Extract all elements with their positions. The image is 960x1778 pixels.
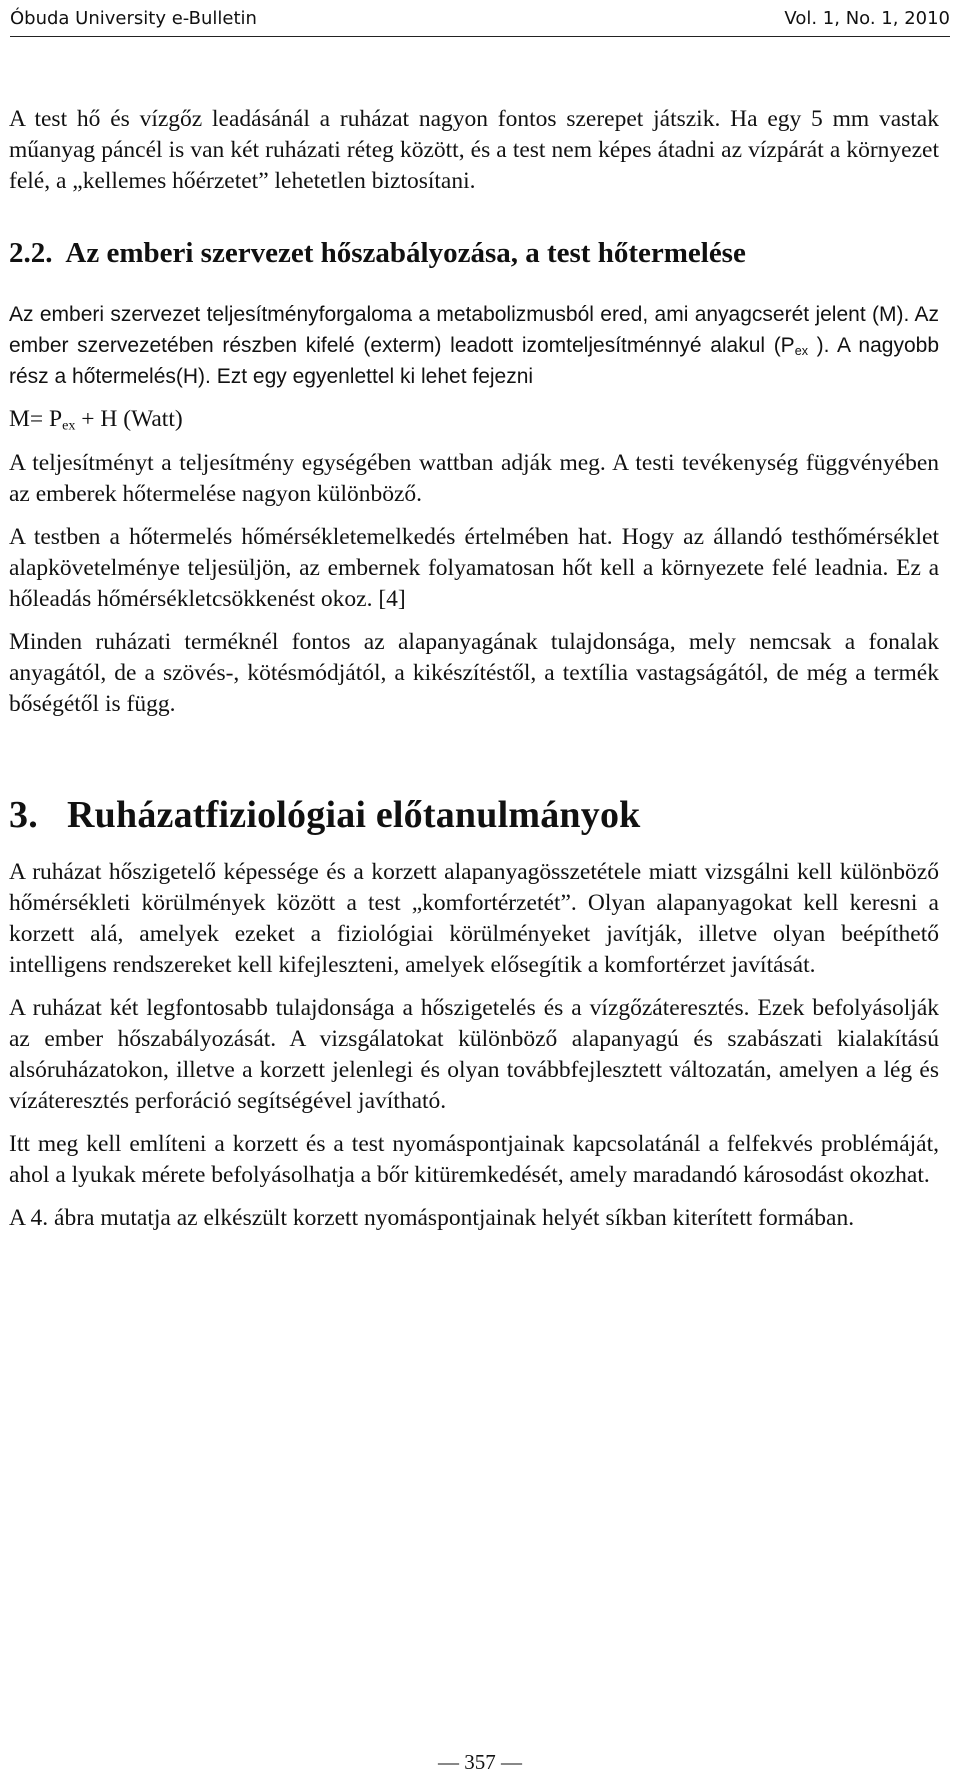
paragraph-properties: A ruházat két legfontosabb tulajdonsága a hőszigetelés és a vízgőzáteresztés. Ezek befolyásolják az ember hőszabályozását. A vizsgálatokat különböző alapanyagú és szabászati kialakítású alsóruházatokon, illetve a korzett jelenlegi és olyan továbbfejlesztett változatán, amelyen a lég és vízáteresztés perforáció segítségével javítható. bbox=[9, 995, 939, 1114]
paragraph-figure-ref: A 4. ábra mutatja az elkészült korzett nyomáspontjainak helyét síkban kiterített formában. bbox=[9, 1205, 855, 1231]
paragraph-intro: A test hő és vízgőz leadásánál a ruházat nagyon fontos szerepet játszik. Ha egy 5 mm vastak műanyag páncél is van két ruházati réteg között, és a test nem képes átadni az vízpárát a környezet felé, a „kellemes hőérzetet” lehetetlen biztosítani. bbox=[9, 106, 939, 194]
running-header bbox=[10, 0, 950, 37]
text-run: ). A nagyobb rész a hőtermelés(H). Ezt egy egyenlettel ki lehet fejezni bbox=[9, 334, 939, 388]
paragraph-material: Minden ruházati terméknél fontos az alapanyagának tulajdonsága, mely nemcsak a fonalak anyagától, de a szövés-, kötésmódjától, a kikészítéstől, a textília vastagságától, de még a termék bőségétől is függ. bbox=[9, 629, 939, 717]
subscript: ex bbox=[794, 344, 809, 359]
paragraph-metabolism bbox=[9, 299, 939, 392]
page-body bbox=[9, 104, 939, 1234]
chapter-title: Ruházatfiziológiai előtanulmányok bbox=[67, 794, 641, 836]
equation-lhs: M= P bbox=[9, 406, 63, 432]
paragraph-insulation: A ruházat hőszigetelő képessége és a korzett alapanyagösszetétele miatt vizsgálni kell különböző hőmérsékleti körülmények között a test „komfortérzetét”. Olyan alapanyagokat kell keresni a korzett alá, amelyek ezeket a fiziológiai körülményeket javítják, illetve olyan beépíthető intelligens rendszereket kell kifejleszteni, amelyek elősegítik a komfortérzet javítását. bbox=[9, 859, 939, 978]
paragraph-power: A teljesítményt a teljesítmény egységében wattban adják meg. A testi tevékenység függvényében az emberek hőtermelése nagyon különböző. bbox=[9, 450, 939, 507]
section-number: 2.2. bbox=[9, 237, 53, 269]
paragraph-pressure: Itt meg kell említeni a korzett és a test nyomáspontjainak kapcsolatánál a felfekvés problémáját, ahol a lyukak mérete befolyásolhatja a bőr kitüremkedését, amely maradandó károsodást okozhat. bbox=[9, 1131, 939, 1188]
text-run: Az emberi szervezet teljesítményforgaloma a metabolizmusból ered, ami anyagcserét jelent (M). Az ember szervezetében részben kifelé (exterm) leadott izomteljesítménnyé alakul (P bbox=[9, 303, 939, 357]
equation-rhs: + H (Watt) bbox=[75, 406, 183, 432]
equation bbox=[9, 404, 939, 435]
section-title: Az emberi szervezet hőszabályozása, a test hőtermelése bbox=[65, 237, 746, 269]
section-heading-2-2 bbox=[9, 238, 939, 269]
chapter-number: 3. bbox=[9, 794, 38, 836]
volume-info: Vol. 1, No. 1, 2010 bbox=[784, 7, 950, 29]
page-number: — 357 — bbox=[438, 1750, 522, 1774]
subscript: ex bbox=[62, 417, 76, 434]
paragraph-heat: A testben a hőtermelés hőmérsékletemelkedés értelmében hat. Hogy az állandó testhőmérséklet alapkövetelménye teljesüljön, az embernek folyamatosan hőt kell a környezete felé leadnia. Ez a hőleadás hőmérsékletcsökkenést okoz. [4] bbox=[9, 524, 939, 612]
journal-name: Óbuda University e-Bulletin bbox=[10, 7, 257, 29]
chapter-heading-3 bbox=[9, 794, 939, 836]
